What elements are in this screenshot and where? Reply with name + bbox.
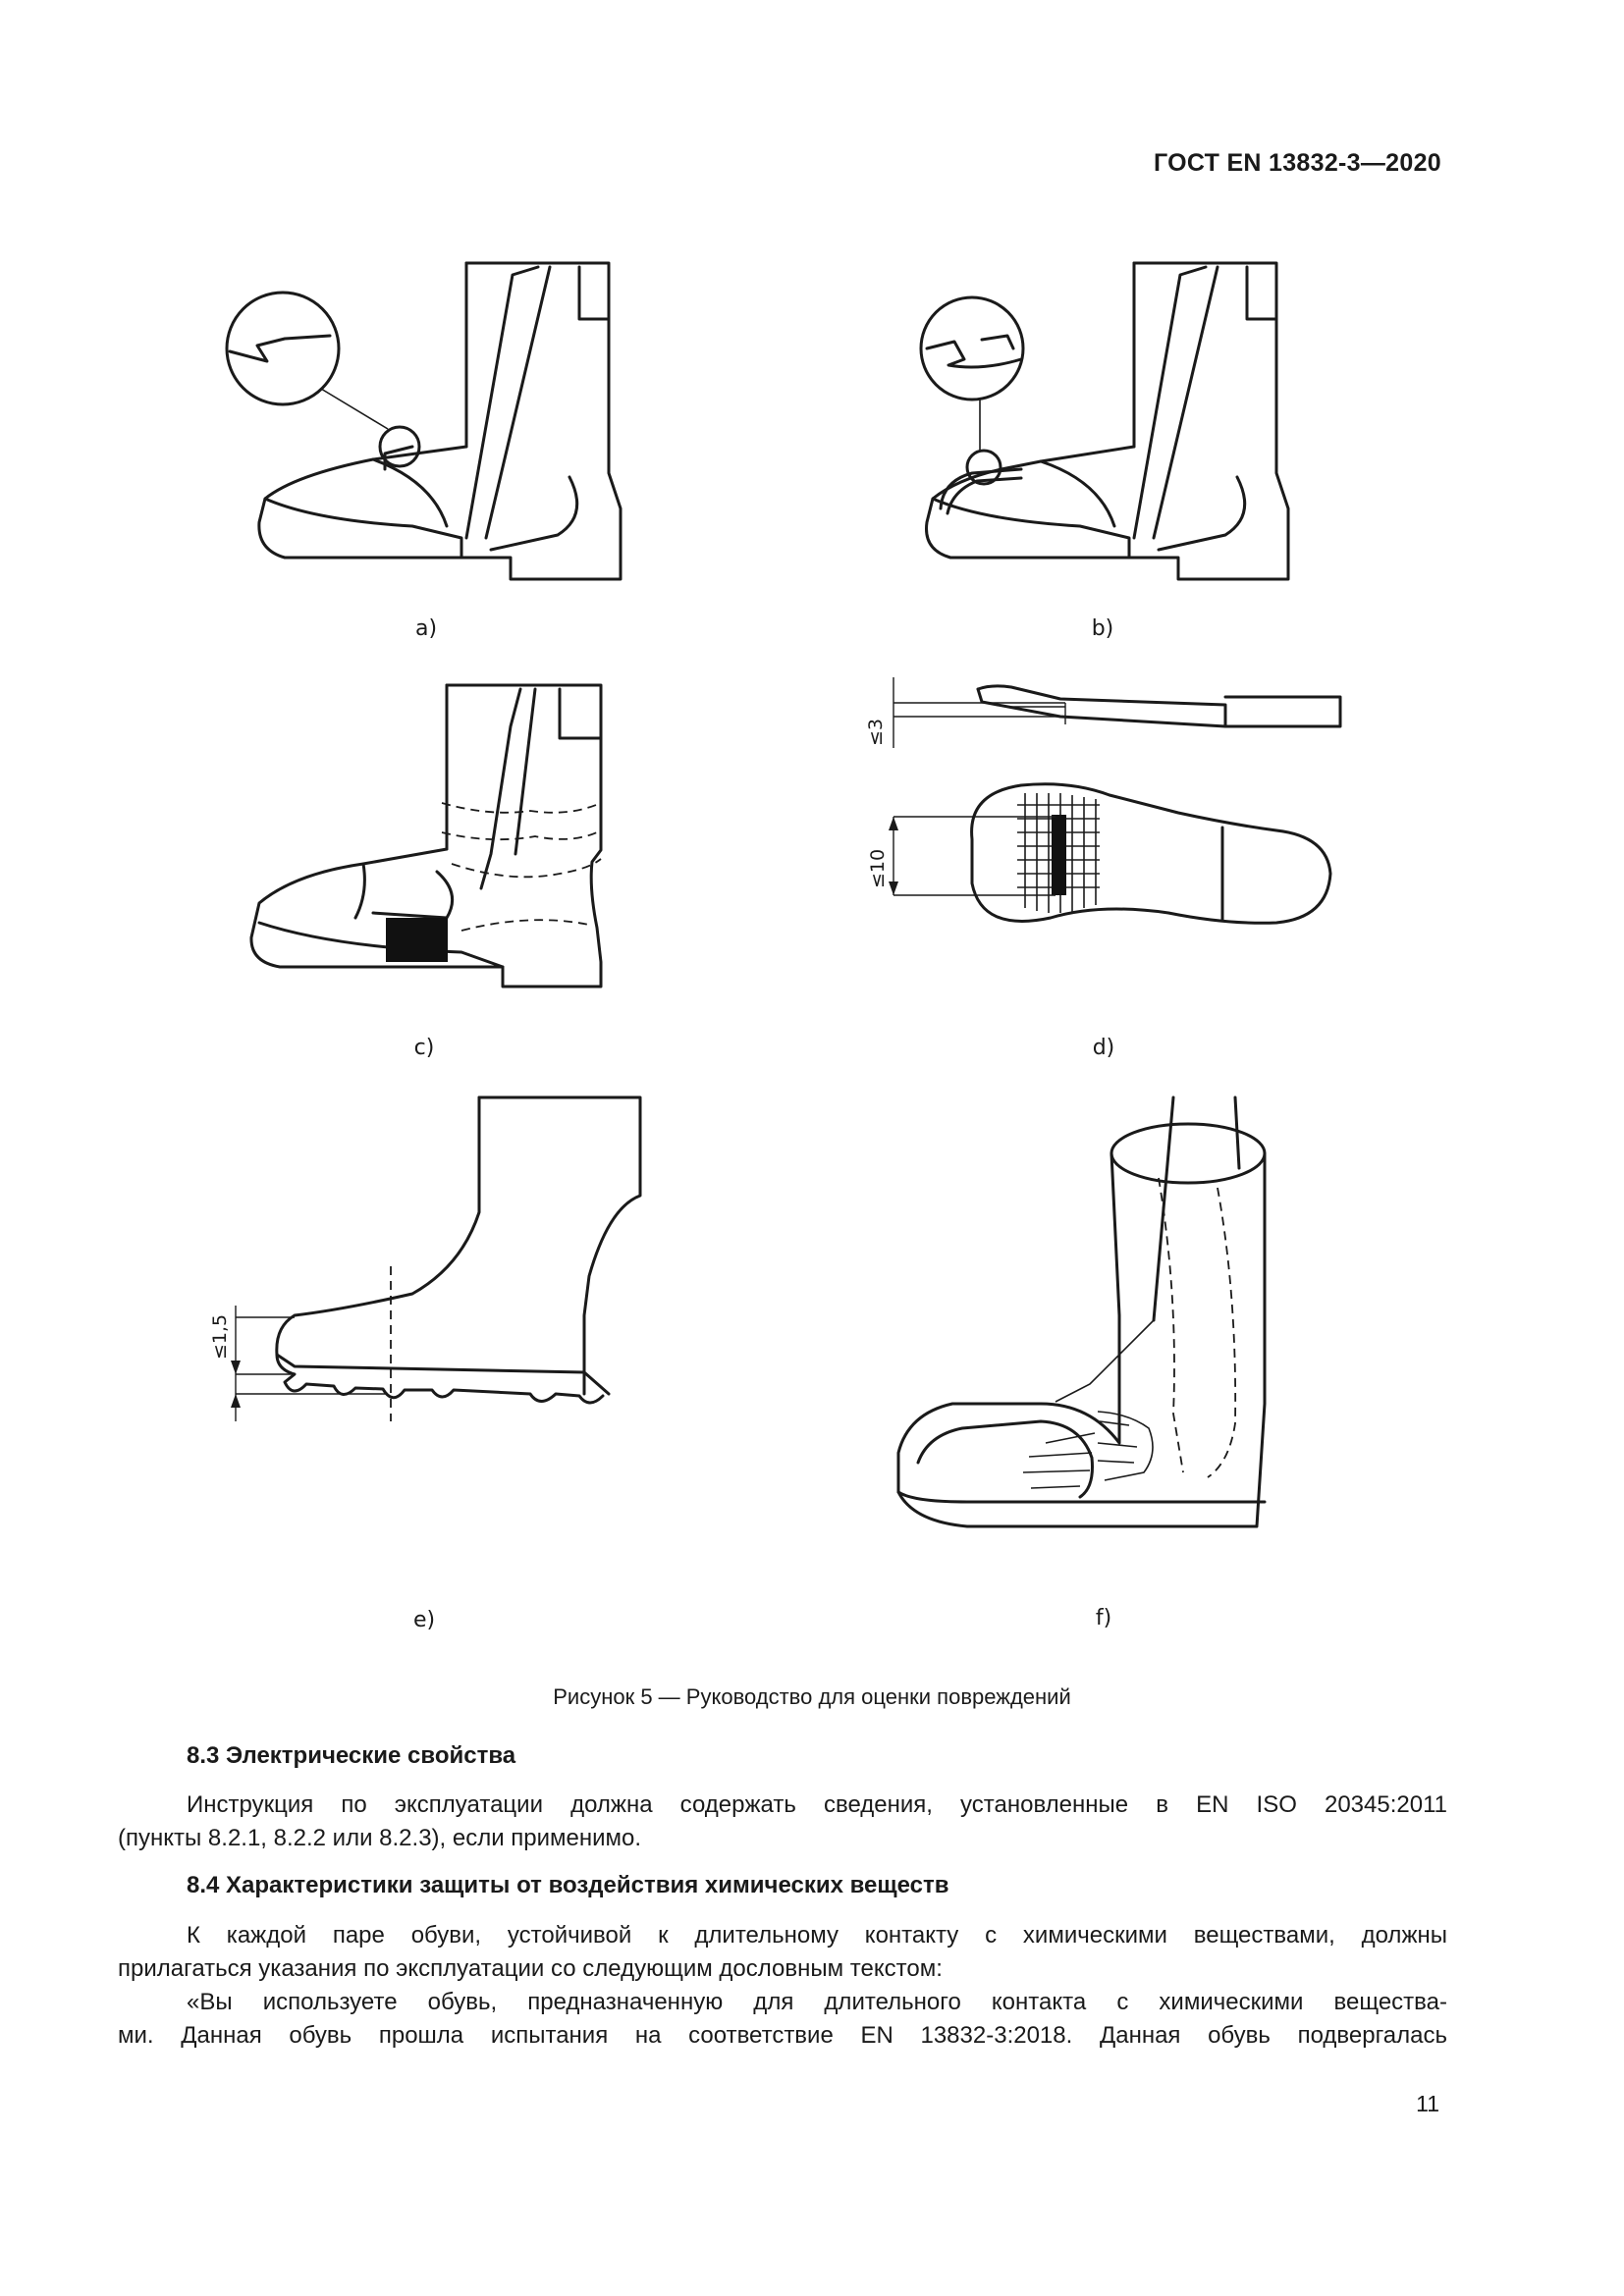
standard-header: ГОСТ EN 13832-3—2020 [1154,149,1441,177]
panel-label-e: e) [412,1608,436,1632]
page-number: 11 [1416,2091,1439,2116]
figure-caption: Рисунок 5 — Руководство для оценки повреждений [553,1684,1071,1709]
section-title-8-3: 8.3 Электрические свойства [187,1742,516,1769]
dim-label-1-5: ≤1,5 [209,1313,231,1360]
panel-label-f: f) [1095,1606,1112,1630]
text-line: ми. Данная обувь прошла испытания на соответствие EN 13832-3:2018. Данная обувь подвергалась [118,2022,1447,2049]
damage-mark-d [1052,815,1066,895]
panel-label-c: c) [413,1036,435,1060]
section-body-8-4 [118,1919,1447,2053]
dim-label-10: ≤10 [867,848,889,888]
panel-label-a: a) [414,616,438,641]
section-title-8-4: 8.4 Характеристики защиты от воздействия химических веществ [187,1872,949,1898]
section-body-8-3 [118,1789,1447,1855]
dim-label-3: ≤3 [865,718,887,746]
boot-drawing-a [227,263,621,579]
damage-mark-c [386,918,448,962]
boot-with-hand-drawing-f [898,1097,1265,1526]
boot-drawing-c [251,685,601,987]
sole-drawing-d [865,677,1340,923]
text-line: К каждой паре обуви, устойчивой к длительному контакту с химическими веществами, должны [187,1922,1447,1949]
boot-drawing-e [209,1097,640,1421]
panel-label-b: b) [1091,616,1114,641]
text-line: (пункты 8.2.1, 8.2.2 или 8.2.3), если применимо. [118,1825,642,1851]
text-line: «Вы используете обувь, предназначенную для длительного контакта с химическими вещества- [187,1989,1447,2015]
boot-drawing-b [921,263,1288,579]
panel-label-d: d) [1092,1036,1115,1060]
text-line: прилагаться указания по эксплуатации со следующим дословным текстом: [118,1955,943,1982]
text-line: Инструкция по эксплуатации должна содержать сведения, установленные в EN ISO 20345:2011 [187,1791,1447,1818]
